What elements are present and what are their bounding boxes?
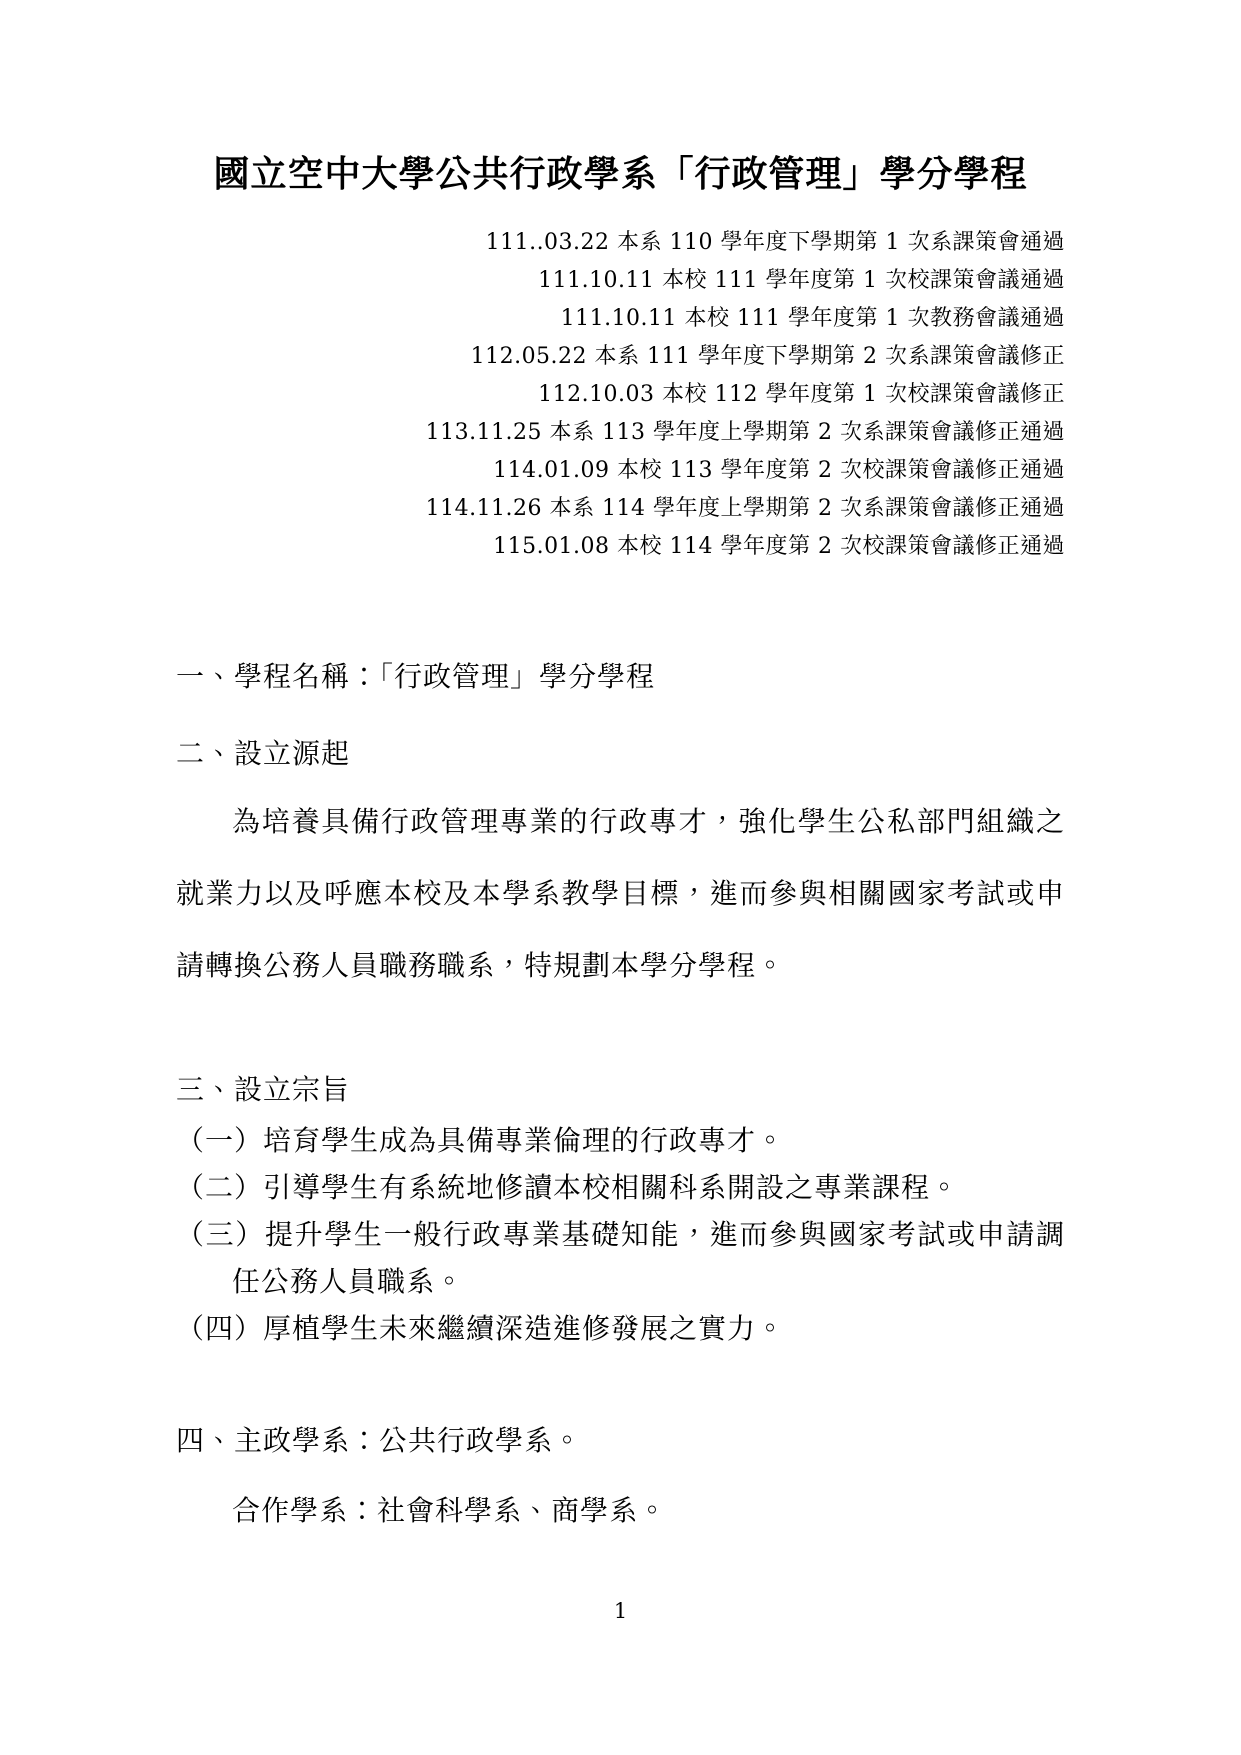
section-2-paragraph <box>176 786 1065 1002</box>
approval-line: 114.11.26 本系 114 學年度上學期第 2 次系課策會議修正通過 <box>425 496 1065 521</box>
document-title: 國立空中大學公共行政學系「行政管理」學分學程 <box>213 153 1028 195</box>
page-number: 1 <box>613 1599 628 1623</box>
purpose-item-2: （二）引導學生有系統地修讀本校相關科系開設之專業課程。 <box>176 1171 960 1204</box>
paragraph-line: 為培養具備行政管理專業的行政專才，強化學生公私部門組織之 <box>232 805 1065 838</box>
approval-line: 115.01.08 本校 114 學年度第 2 次校課策會議修正通過 <box>493 534 1065 559</box>
document-body <box>176 660 1065 1528</box>
purpose-item-1: （一）培育學生成為具備專業倫理的行政專才。 <box>176 1124 786 1157</box>
paragraph-line: 請轉換公務人員職務職系，特規劃本學分學程。 <box>176 949 786 982</box>
section-4-cooperating-departments: 合作學系：社會科學系、商學系。 <box>232 1494 668 1527</box>
purpose-item-3-continued: 任公務人員職系。 <box>232 1265 465 1298</box>
approval-history <box>176 224 1065 566</box>
approval-line: 112.10.03 本校 112 學年度第 1 次校課策會議修正 <box>538 382 1065 407</box>
section-4-host-department: 四、主政學系：公共行政學系。 <box>176 1424 583 1457</box>
section-2-origin-heading: 二、設立源起 <box>176 737 351 770</box>
approval-line: 111.10.11 本校 111 學年度第 1 次校課策會議通過 <box>538 268 1065 293</box>
paragraph-line: 就業力以及呼應本校及本學系教學目標，進而參與相關國家考試或申 <box>176 877 1065 910</box>
purpose-item-4: （四）厚植學生未來繼續深造進修發展之實力。 <box>176 1312 786 1345</box>
approval-line: 114.01.09 本校 113 學年度第 2 次校課策會議修正通過 <box>493 458 1065 483</box>
approval-line: 111.10.11 本校 111 學年度第 1 次教務會議通過 <box>560 306 1065 331</box>
purpose-item-3: （三）提升學生一般行政專業基礎知能，進而參與國家考試或申請調 <box>176 1218 1065 1251</box>
section-3-purpose-heading: 三、設立宗旨 <box>176 1073 351 1106</box>
approval-line: 113.11.25 本系 113 學年度上學期第 2 次系課策會議修正通過 <box>425 420 1065 445</box>
approval-line: 111..03.22 本系 110 學年度下學期第 1 次系課策會通過 <box>485 230 1065 255</box>
approval-line: 112.05.22 本系 111 學年度下學期第 2 次系課策會議修正 <box>470 344 1065 369</box>
section-1-program-name: 一、學程名稱：「行政管理」學分學程 <box>176 660 656 693</box>
section-3-purpose-list <box>176 1117 1065 1352</box>
